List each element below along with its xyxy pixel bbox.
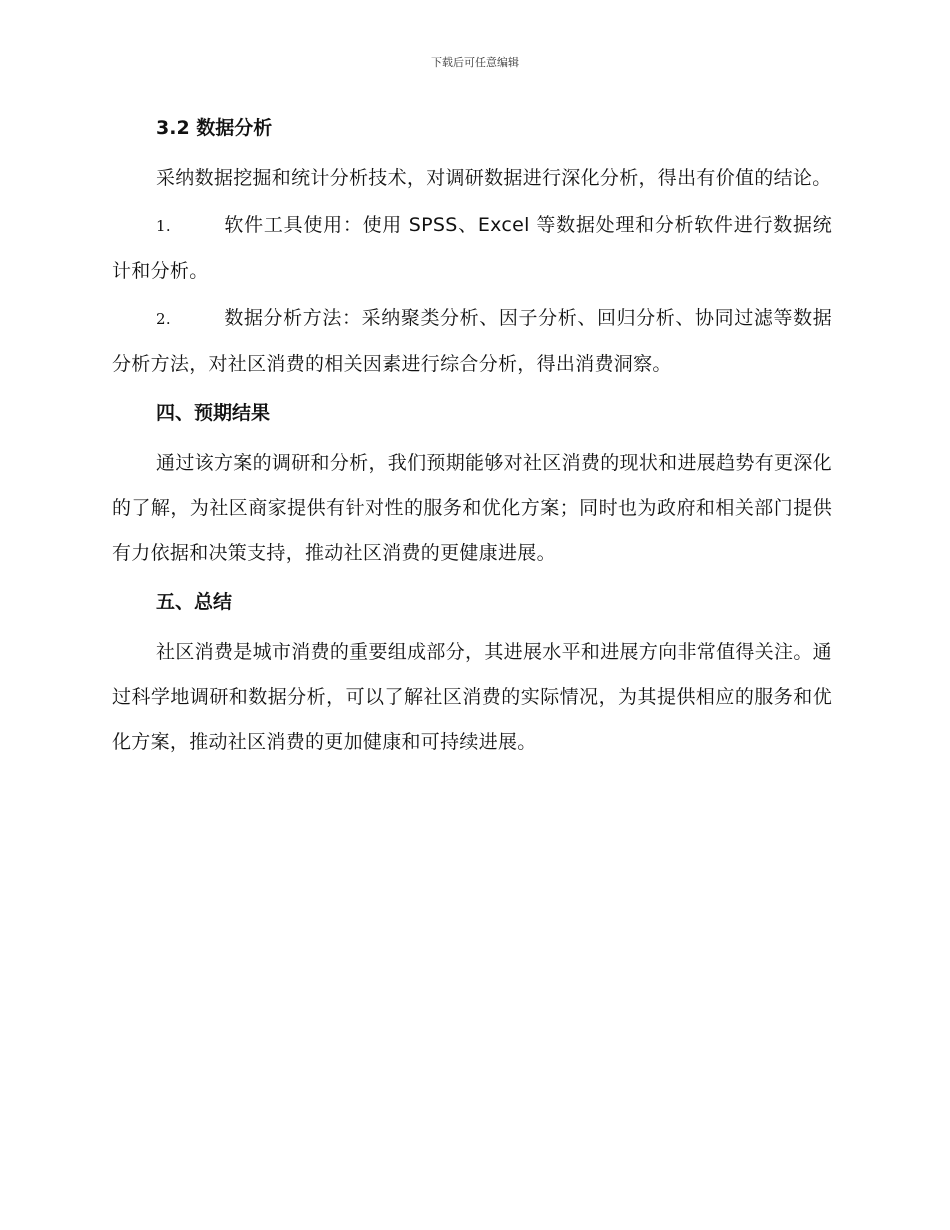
list-item-text: 软件工具使用：使用 SPSS、Excel 等数据处理和分析软件进行数据统计和分析。 (112, 214, 832, 282)
document-body (112, 112, 832, 767)
list-item-number: 1. (156, 217, 171, 235)
section-heading-summary: 五、总结 (156, 591, 233, 613)
section-3-2-intro: 采纳数据挖掘和统计分析技术，对调研数据进行深化分析，得出有价值的结论。 (156, 167, 832, 189)
list-item (112, 296, 832, 387)
list-item (112, 203, 832, 294)
header-note: 下载后可任意编辑 (431, 56, 519, 69)
list-item-text: 数据分析方法：采纳聚类分析、因子分析、回归分析、协同过滤等数据分析方法，对社区消费的相关因素进行综合分析，得出消费洞察。 (112, 307, 832, 375)
section-heading-3-2: 3.2 数据分析 (156, 117, 273, 139)
section-heading-expected-results: 四、预期结果 (156, 402, 271, 424)
expected-results-body: 通过该方案的调研和分析，我们预期能够对社区消费的现状和进展趋势有更深化的了解，为社区商家提供有针对性的服务和优化方案；同时也为政府和相关部门提供有力依据和决策支持，推动社区消费的更健康进展。 (112, 452, 832, 564)
list-item-number: 2. (156, 310, 171, 328)
summary-body: 社区消费是城市消费的重要组成部分，其进展水平和进展方向非常值得关注。通过科学地调研和数据分析，可以了解社区消费的实际情况，为其提供相应的服务和优化方案，推动社区消费的更加健康和可持续进展。 (112, 641, 832, 753)
